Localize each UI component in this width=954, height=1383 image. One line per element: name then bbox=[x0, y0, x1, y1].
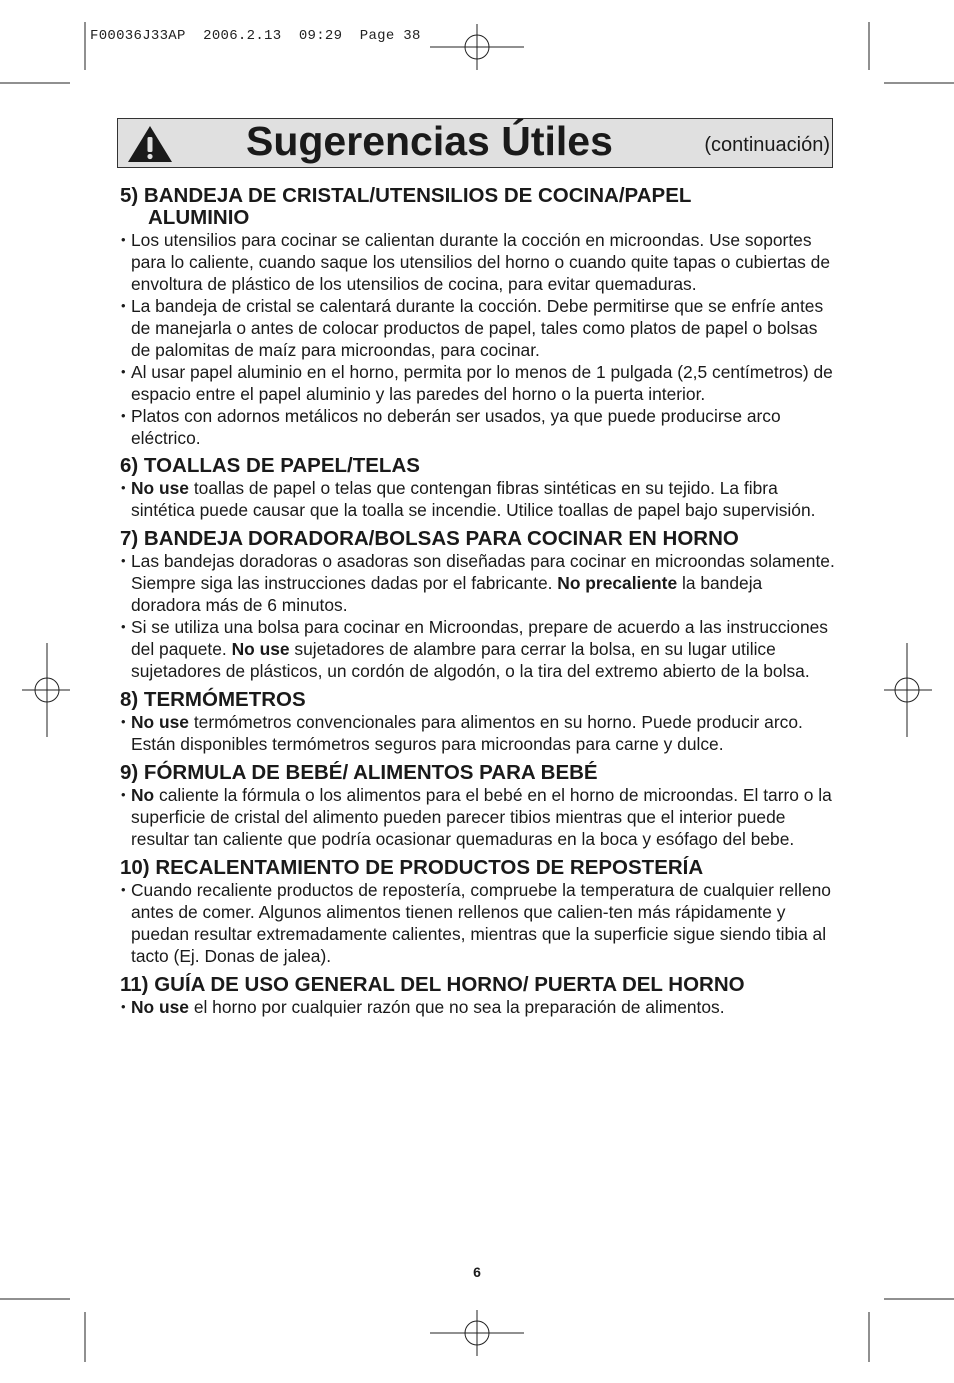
print-slug: F00036J33AP 2006.2.13 09:29 Page 38 bbox=[90, 28, 421, 44]
list-item: • Al usar papel aluminio en el horno, permita por lo menos de 1 pulgada (2,5 centímetros) de espacio entre el papel aluminio y las paredes del horno o la puerta interior. bbox=[120, 361, 836, 405]
list-item: • Las bandejas doradoras o asadoras son diseñadas para cocinar en microondas solamente. Siempre siga las instrucciones dadas por el fabricante. No precaliente la bandeja doradora más de 6 minutos. bbox=[120, 550, 836, 616]
section-glass-tray bbox=[120, 185, 836, 449]
bullet-list bbox=[120, 550, 836, 682]
bullet-list bbox=[120, 229, 836, 449]
section-title: 5) BANDEJA DE CRISTAL/UTENSILIOS DE COCINA/PAPEL ALUMINIO bbox=[120, 184, 692, 229]
bullet-list bbox=[120, 711, 836, 755]
list-item: • No use termómetros convencionales para alimentos en su horno. Puede producir arco. Están disponibles termómetros seguros para microondas para carne y dulce. bbox=[120, 711, 836, 755]
list-item: • La bandeja de cristal se calentará durante la cocción. Debe permitirse que se enfríe antes de manejarla o antes de colocar productos de papel, tales como platos de papel o bolsas de palomitas de maíz para microondas, para cocinar. bbox=[120, 295, 836, 361]
list-item: • No use toallas de papel o telas que contengan fibras sintéticas en su tejido. La fibra sintética puede causar que la toalla se incendie. Utilice toallas de papel bajo supervisión. bbox=[120, 477, 836, 521]
list-item: • Cuando recaliente productos de repostería, compruebe la temperatura de cualquier relleno antes de comer. Algunos alimentos tienen rellenos que calien-ten más rápidamente y puedan resultar extremadamente calientes, mientras que la superficie sigue siendo tibia al tacto (Ej. Donas de jalea). bbox=[120, 879, 836, 967]
section-thermometers bbox=[120, 689, 836, 755]
section-pastry-reheating bbox=[120, 857, 836, 967]
list-item: • Los utensilios para cocinar se calientan durante la cocción en microondas. Use soportes para lo caliente, cuando saque los utensilios del horno o cuando quite tapas o cubiertas de envoltura de plástico de los utensilios de cocina, para evitar quemaduras. bbox=[120, 229, 836, 295]
list-item: • No use el horno por cualquier razón que no sea la preparación de alimentos. bbox=[120, 996, 836, 1018]
section-title: 11) GUÍA DE USO GENERAL DEL HORNO/ PUERTA DEL HORNO bbox=[120, 973, 745, 996]
page-subtitle: (continuación) bbox=[704, 134, 830, 156]
warning-triangle-icon bbox=[126, 124, 174, 164]
page-title: Sugerencias Útiles bbox=[246, 118, 613, 164]
header-banner bbox=[117, 118, 833, 168]
section-title: 7) BANDEJA DORADORA/BOLSAS PARA COCINAR EN HORNO bbox=[120, 527, 739, 550]
bullet-list bbox=[120, 879, 836, 967]
section-title: 10) RECALENTAMIENTO DE PRODUCTOS DE REPOSTERÍA bbox=[120, 856, 704, 879]
section-title: 8) TERMÓMETROS bbox=[120, 688, 306, 711]
page-number: 6 bbox=[473, 1264, 481, 1280]
section-general-use bbox=[120, 974, 836, 1018]
list-item: • Platos con adornos metálicos no deberán ser usados, ya que puede producirse arco eléctrico. bbox=[120, 405, 836, 449]
list-item: • Si se utiliza una bolsa para cocinar en Microondas, prepare de acuerdo a las instrucciones del paquete. No use sujetadores de alambre para cerrar la bolsa, en su lugar utilice sujetadores de plásticos, un cordón de algodón, o la tira del extremo abierto de la bolsa. bbox=[120, 616, 836, 682]
bullet-list bbox=[120, 477, 836, 521]
bullet-list bbox=[120, 996, 836, 1018]
section-paper-towels bbox=[120, 455, 836, 521]
list-item: • No caliente la fórmula o los alimentos para el bebé en el horno de microondas. El tarro o la superficie de cristal del alimento pueden parecer tibios mientras que el interior puede resultar tan caliente que podría ocasionar quemaduras en la boca y esófago del bebe. bbox=[120, 784, 836, 850]
section-browning-dish bbox=[120, 528, 836, 682]
section-title: 6) TOALLAS DE PAPEL/TELAS bbox=[120, 454, 420, 477]
section-baby-formula bbox=[120, 762, 836, 850]
bullet-list bbox=[120, 784, 836, 850]
section-title: 9) FÓRMULA DE BEBÉ/ ALIMENTOS PARA BEBÉ bbox=[120, 761, 598, 784]
tips-content bbox=[120, 185, 836, 1018]
